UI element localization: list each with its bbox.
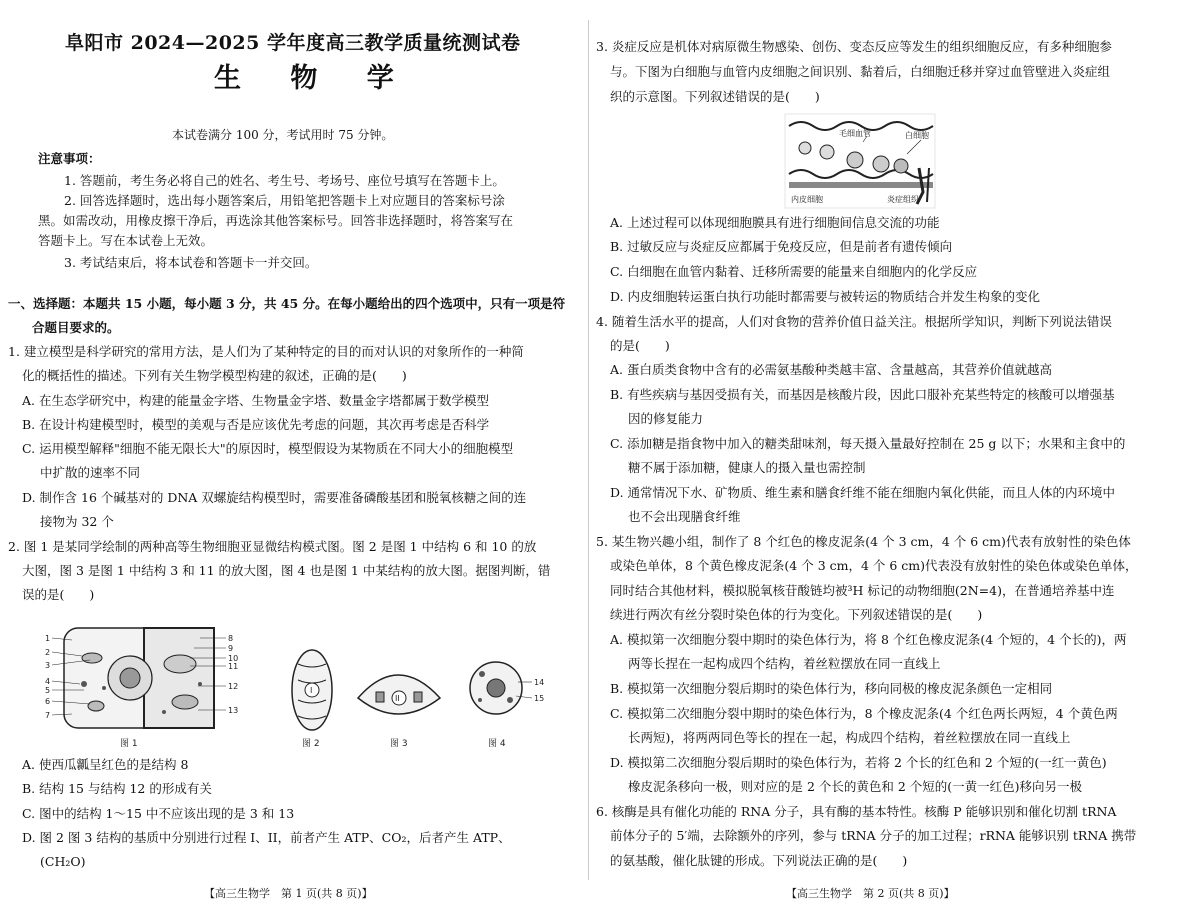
option-line: C. 添加糖是指食物中加入的糖类甜味剂，每天摄入量最好控制在 25 g 以下；水果和主食中的	[610, 436, 1126, 451]
question-line: 同时结合其他材料，模拟脱氧核苷酸链均被³H 标记的动物细胞(2N=4)，在普通培养基中连	[610, 583, 1115, 598]
option-line: 接物为 32 个	[40, 514, 114, 529]
fig1-label: 9	[228, 644, 234, 653]
option-line: 两等长捏在一起构成四个结构，着丝粒摆放在同一直线上	[628, 656, 941, 671]
option-line: 中扩散的速率不同	[40, 465, 141, 480]
question-line: 误的是( )	[22, 587, 95, 602]
option-line: C. 图中的结构 1～15 中不应该出现的是 3 和 13	[22, 806, 295, 821]
option-line: B. 有些疾病与基因受损有关，而基因是核酸片段，因此口服补充某些特定的核酸可以增强基	[610, 387, 1115, 402]
fig1-label: 4	[45, 677, 51, 686]
figure-label: 内皮细胞	[791, 195, 823, 204]
option-line: C. 模拟第二次细胞分裂中期时的染色体行为，8 个橡皮泥条(4 个红色两长两短，4 个黄色两	[610, 706, 1118, 721]
fig1-label: 5	[45, 686, 51, 695]
question-line: 2. 图 1 是某同学绘制的两种高等生物细胞亚显微结构模式图。图 2 是图 1 中结构 6 和 10 的放	[8, 539, 537, 554]
option-line: 橡皮泥条移向一极，则对应的是 2 个长的黄色和 2 个短的(一黄一红色)移向另一极	[628, 779, 1083, 794]
option-line: D. 内皮细胞转运蛋白执行功能时都需要与被转运的物质结合并发生构象的变化	[610, 289, 1041, 304]
option-line: 也不会出现膳食纤维	[628, 509, 741, 524]
fig1-label: 13	[228, 706, 239, 715]
question-line: 3. 炎症反应是机体对病原微生物感染、创伤、变态反应等发生的组织细胞反应，有多种细胞参	[596, 39, 1112, 54]
exam-title: 阜阳市 2024—2025 学年度高三教学质量统测试卷	[65, 32, 521, 54]
option-line: A. 模拟第一次细胞分裂中期时的染色体行为，将 8 个红色橡皮泥条(4 个短的，4 个长的)，两	[610, 632, 1127, 647]
fig-caption: 图 2	[302, 739, 320, 749]
question-line: 1. 建立模型是科学研究的常用方法，是人们为了某种特定的目的而对认识的对象所作的一种简	[8, 344, 524, 359]
question-line: 织的示意图。下列叙述错误的是( )	[610, 89, 820, 104]
question-line: 与。下图为白细胞与血管内皮细胞之间识别、黏着后，白细胞迁移并穿过血管壁进入炎症组	[610, 64, 1111, 79]
option-line: D. 图 2 图 3 结构的基质中分别进行过程 I、II，前者产生 ATP、CO₂，后者产生 ATP、	[22, 830, 511, 845]
exam-info: 本试卷满分 100 分，考试用时 75 分钟。	[172, 128, 394, 142]
question-line: 4. 随着生活水平的提高，人们对食物的营养价值日益关注。根据所学知识，判断下列说法错误	[596, 314, 1112, 329]
figure-label: 炎症组织	[887, 195, 919, 204]
option-line: C. 白细胞在血管内黏着、迁移所需要的能量来自细胞内的化学反应	[610, 264, 978, 279]
cell-figures	[40, 624, 560, 752]
option-line: D. 通常情况下水、矿物质、维生素和膳食纤维不能在细胞内氧化供能，而且人体的内环境中	[610, 485, 1116, 500]
option-line: A. 蛋白质类食物中含有的必需氨基酸种类越丰富、含量越高，其营养价值就越高	[610, 362, 1052, 377]
notice-line: 黑。如需改动，用橡皮擦干净后，再选涂其他答案标号。回答非选择题时，将答案写在	[38, 213, 514, 228]
fig1-label: 8	[228, 634, 234, 643]
question-line: 大图，图 3 是图 1 中结构 3 和 11 的放大图，图 4 也是图 1 中某结构的放大图。据图判断，错	[22, 563, 551, 578]
fig1-label: 12	[228, 682, 239, 691]
section-heading: 一、选择题：本题共 15 小题，每小题 3 分，共 45 分。在每小题给出的四个选项中，只有一项是符	[8, 296, 566, 311]
option-line: B. 结构 15 与结构 12 的形成有关	[22, 781, 212, 796]
question-line: 化的概括性的描述。下列有关生物学模型构建的叙述，正确的是( )	[22, 368, 407, 383]
notice-line: 3. 考试结束后，将本试卷和答题卡一并交回。	[64, 255, 318, 270]
fig4-label: 14	[534, 678, 545, 687]
question-line: 或染色单体，8 个黄色橡皮泥条(4 个 3 cm，4 个 6 cm)代表没有放射性的染色体或染色单体，	[610, 558, 1138, 573]
fig3-chloroplast	[358, 675, 440, 714]
figure-label: 白细胞	[905, 131, 929, 140]
question-line: 前体分子的 5′端，去除额外的序列，参与 tRNA 分子的加工过程；rRNA 能够识别 tRNA 携带	[610, 828, 1137, 843]
option-line: B. 模拟第一次细胞分裂后期时的染色体行为，移向同极的橡皮泥条颜色一定相同	[610, 681, 1053, 696]
fig1-label: 1	[45, 634, 51, 643]
fig3-label: II	[395, 694, 400, 703]
notice-heading: 注意事项：	[38, 151, 101, 166]
fig1-label: 10	[228, 654, 239, 663]
question-line: 的氨基酸，催化肽键的形成。下列说法正确的是( )	[610, 853, 908, 868]
question-line: 的是( )	[610, 338, 670, 353]
question-line: 6. 核酶是具有催化功能的 RNA 分子，具有酶的基本特性。核酶 P 能够识别和催化切割 tRNA	[596, 804, 1117, 819]
fig-caption: 图 1	[120, 739, 138, 749]
fig1-cell-diagram	[64, 628, 214, 728]
section-heading: 合题目要求的。	[32, 320, 120, 335]
option-line: C. 运用模型解释"细胞不能无限长大"的原因时，模型假设为某物质在不同大小的细胞模型	[22, 441, 514, 456]
option-line: A. 在生态学研究中，构建的能量金字塔、生物量金字塔、数量金字塔都属于数学模型	[22, 393, 489, 408]
fig-caption: 图 3	[390, 739, 408, 749]
fig1-label: 2	[45, 648, 51, 657]
fig2-label: I	[310, 686, 313, 695]
fig2-mitochondrion	[292, 650, 332, 730]
fig1-label: 3	[45, 661, 51, 670]
column-divider	[588, 20, 589, 880]
fig4-label: 15	[534, 694, 545, 703]
leukocyte-migration-figure	[783, 112, 963, 210]
option-line: D. 模拟第二次细胞分裂后期时的染色体行为，若将 2 个长的红色和 2 个短的(一红一黄色)	[610, 755, 1107, 770]
option-line: 因的修复能力	[628, 411, 704, 426]
option-line: A. 上述过程可以体现细胞膜具有进行细胞间信息交流的功能	[610, 215, 940, 230]
fig1-label: 7	[45, 711, 51, 720]
question-line: 5. 某生物兴趣小组，制作了 8 个红色的橡皮泥条(4 个 3 cm，4 个 6 cm)代表有放射性的染色体	[596, 534, 1131, 549]
option-line: B. 在设计构建模型时，模型的美观与否是应该优先考虑的问题，其次再考虑是否科学	[22, 417, 490, 432]
option-line: B. 过敏反应与炎症反应都属于免疫反应，但是前者有遗传倾向	[610, 239, 953, 254]
fig4-nucleus	[470, 662, 544, 714]
option-line: D. 制作含 16 个碱基对的 DNA 双螺旋结构模型时，需要准备磷酸基团和脱氧核糖之间的连	[22, 490, 527, 505]
question-line: 续进行两次有丝分裂时染色体的行为变化。下列叙述错误的是( )	[610, 607, 983, 622]
option-line: 糖不属于添加糖，健康人的摄入量也需控制	[628, 460, 866, 475]
notice-line: 答题卡上。写在本试卷上无效。	[38, 233, 214, 248]
option-line: A. 使西瓜瓤呈红色的是结构 8	[22, 757, 189, 772]
option-line: (CH₂O)	[40, 854, 86, 869]
fig1-label: 11	[228, 662, 239, 671]
fig-caption: 图 4	[488, 739, 506, 749]
option-line: 长两短)，将两两同色等长的捏在一起，构成四个结构，着丝粒摆放在同一直线上	[628, 730, 1071, 745]
figure-label: 毛细血管	[839, 129, 871, 138]
page-footer: 【高三生物学 第 1 页(共 8 页)】	[204, 887, 373, 900]
notice-line: 1. 答题前，考生务必将自己的姓名、考生号、考场号、座位号填写在答题卡上。	[64, 173, 505, 188]
fig1-label: 6	[45, 697, 51, 706]
subject-title: 生 物 学	[214, 63, 414, 94]
page-footer: 【高三生物学 第 2 页(共 8 页)】	[786, 887, 955, 900]
notice-line: 2. 回答选择题时，选出每小题答案后，用铅笔把答题卡上对应题目的答案标号涂	[64, 193, 505, 208]
